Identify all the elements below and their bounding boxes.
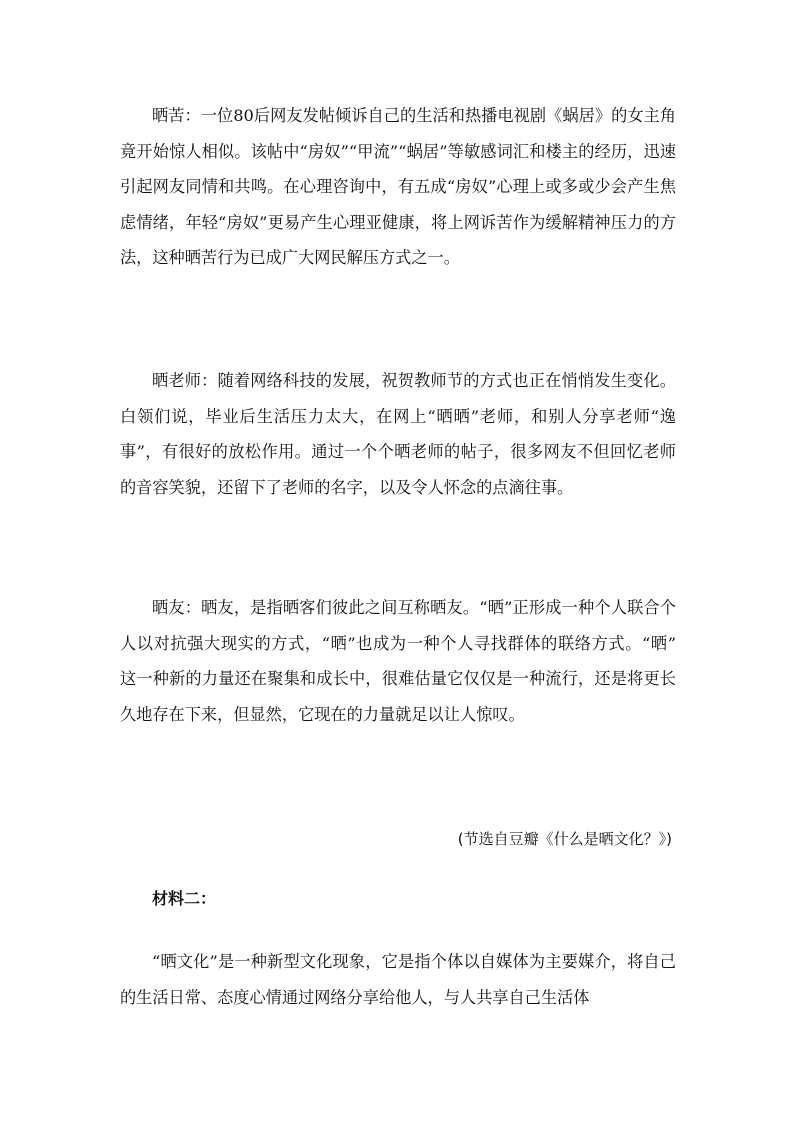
section-heading: 材料二： [152, 889, 217, 908]
paragraph-shailaoshi: 晒老师：随着网络科技的发展，祝贺教师节的方式也正在悄悄发生变化。白领们说，毕业后生活压力太大，在网上“晒晒”老师，和别人分享老师“逸事”，有很好的放松作用。通过一个个晒老师的帖子，很多网友不但回忆老师的音容笑貌，还留下了老师的名字，以及令人怀念的点滴往事。 [120, 371, 676, 497]
source-citation: (节选自豆瓣《什么是晒文化？》) [457, 830, 672, 848]
paragraph-shaiwenhua: “晒文化”是一种新型文化现象，它是指个体以自媒体为主要媒介，将自己的生活日常、态度心情通过网络分享给他人，与人共享自己生活体 [120, 952, 676, 1007]
paragraph-shaiku: 晒苦：一位80后网友发帖倾诉自己的生活和热播电视剧《蜗居》的女主角竟开始惊人相似。该帖中“房奴”“甲流”“蜗居”等敏感词汇和楼主的经历，迅速引起网友同情和共鸣。在心理咨询中，有五成“房奴”心理上或多或少会产生焦虑情绪，年轻“房奴”更易产生心理亚健康，将上网诉苦作为缓解精神压力的方法，这种晒苦行为已成广大网民解压方式之一。 [120, 106, 676, 268]
paragraph-shaiyou: 晒友：晒友，是指晒客们彼此之间互称晒友。“晒”正形成一种个人联合个人以对抗强大现实的方式，“晒”也成为一种个人寻找群体的联络方式。“晒” 这一种新的力量还在聚集和成长中，很难估量它仅仅是一种流行，还是将更长久地存在下来，但显然，它现在的力量就足以让人惊叹。 [120, 598, 676, 724]
